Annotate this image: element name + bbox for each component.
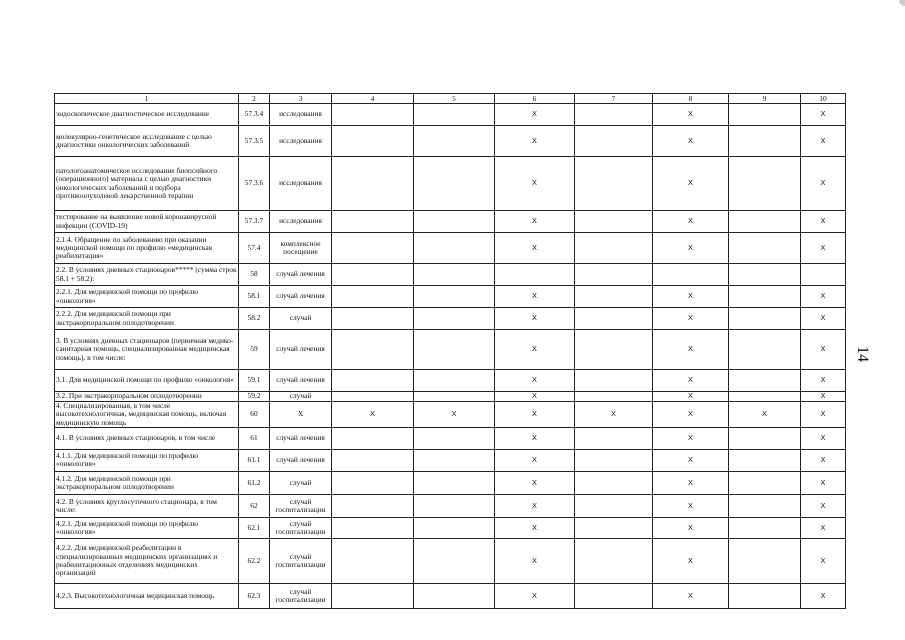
col7-cell (575, 427, 653, 449)
header-cell: 1 (55, 94, 239, 104)
row-description: 2.2. В условиях дневных стационаров***** (сумма строк 58.1 + 58.2): (55, 264, 239, 286)
row-description: 2.1.4. Обращение по заболеванию при оказании медицинской помощи по профилю «медицинская реабилитация» (55, 233, 239, 264)
table-row (55, 211, 846, 233)
row-code: 57.4 (239, 233, 270, 264)
col5-cell (414, 538, 495, 583)
col8-cell: X (653, 494, 729, 517)
col7-cell (575, 583, 653, 608)
col4-cell (332, 211, 414, 233)
header-row (55, 94, 846, 104)
row-unit: исследования (270, 126, 332, 157)
col6-cell: X (495, 211, 575, 233)
col5-cell (414, 211, 495, 233)
row-code: 59 (239, 330, 270, 370)
col7-cell (575, 538, 653, 583)
row-unit: случай лечения (270, 449, 332, 471)
col6-cell: X (495, 233, 575, 264)
row-code: 62.3 (239, 583, 270, 608)
col9-cell (729, 370, 801, 392)
row-description: 3.1. Для медицинской помощи по профилю «онкология» (55, 370, 239, 392)
header-cell: 4 (332, 94, 414, 104)
row-unit: случай (270, 308, 332, 330)
col8-cell: X (653, 427, 729, 449)
col5-cell (414, 370, 495, 392)
col6-cell: X (495, 308, 575, 330)
col6-cell: X (495, 517, 575, 538)
row-code: 61.2 (239, 471, 270, 494)
col8-cell: X (653, 126, 729, 157)
col7-cell (575, 471, 653, 494)
col10-cell: X (801, 392, 846, 402)
col5-cell (414, 308, 495, 330)
table-row (55, 427, 846, 449)
row-description: 3.2. При экстракорпоральном оплодотворении (55, 392, 239, 402)
row-unit: исследования (270, 104, 332, 126)
col4-cell (332, 308, 414, 330)
col5-cell (414, 494, 495, 517)
col5-cell (414, 264, 495, 286)
col7-cell (575, 157, 653, 211)
col9-cell (729, 308, 801, 330)
header-cell: 9 (729, 94, 801, 104)
col7-cell (575, 104, 653, 126)
row-unit: исследования (270, 157, 332, 211)
col9-cell (729, 157, 801, 211)
row-unit: случай лечения (270, 427, 332, 449)
col9-cell (729, 471, 801, 494)
col10-cell: X (801, 370, 846, 392)
col10-cell: X (801, 330, 846, 370)
col8-cell: X (653, 449, 729, 471)
col7-cell (575, 330, 653, 370)
table-row (55, 471, 846, 494)
row-description: 4.2. В условиях круглосуточного стационара, в том числе: (55, 494, 239, 517)
col4-cell (332, 264, 414, 286)
table-row (55, 233, 846, 264)
header-cell: 5 (414, 94, 495, 104)
col8-cell: X (653, 392, 729, 402)
col10-cell: X (801, 104, 846, 126)
col9-cell (729, 126, 801, 157)
col6-cell: X (495, 126, 575, 157)
row-unit: исследования (270, 211, 332, 233)
col6-cell: X (495, 370, 575, 392)
col6-cell: X (495, 449, 575, 471)
col4-cell (332, 538, 414, 583)
col5-cell (414, 104, 495, 126)
col10-cell: X (801, 449, 846, 471)
col5-cell (414, 157, 495, 211)
col8-cell: X (653, 211, 729, 233)
table-row (55, 370, 846, 392)
table-row (55, 264, 846, 286)
col4-cell (332, 583, 414, 608)
row-description: 4.2.2. Для медицинской реабилитации в специализированных медицинских организациях и реабилитационных отделениях медицинских организаций (55, 538, 239, 583)
col10-cell: X (801, 471, 846, 494)
row-description: 2.2.1. Для медицинской помощи по профилю «онкология» (55, 286, 239, 308)
col7-cell (575, 392, 653, 402)
row-unit: случай госпитализации (270, 494, 332, 517)
table-body (55, 94, 846, 609)
col4-cell (332, 494, 414, 517)
col8-cell (653, 264, 729, 286)
col8-cell: X (653, 286, 729, 308)
row-description: тестирование на выявление новой коронавирусной инфекции (COVID-19) (55, 211, 239, 233)
row-code: 59.1 (239, 370, 270, 392)
col9-cell (729, 538, 801, 583)
row-unit: случай лечения (270, 370, 332, 392)
row-code: 57.3.4 (239, 104, 270, 126)
col6-cell: X (495, 104, 575, 126)
col4-cell (332, 517, 414, 538)
col10-cell: X (801, 538, 846, 583)
col10-cell: X (801, 583, 846, 608)
col9-cell (729, 286, 801, 308)
row-code: 61 (239, 427, 270, 449)
row-description: 4.2.1. Для медицинской помощи по профилю «онкология» (55, 517, 239, 538)
row-description: патологоанатомическое исследование биопсийного (операционного) материала с целью диагностики онкологических заболеваний и подбора противоопухолевой лекарственной терапии (55, 157, 239, 211)
row-description: эндоскопическое диагностическое исследование (55, 104, 239, 126)
col8-cell: X (653, 157, 729, 211)
header-cell: 2 (239, 94, 270, 104)
table-row (55, 449, 846, 471)
row-unit: X (270, 402, 332, 428)
row-code: 59.2 (239, 392, 270, 402)
col7-cell (575, 517, 653, 538)
col4-cell (332, 370, 414, 392)
row-description: 4.1. В условиях дневных стационаров, в том числе (55, 427, 239, 449)
col5-cell (414, 330, 495, 370)
header-cell: 7 (575, 94, 653, 104)
col4-cell (332, 286, 414, 308)
col4-cell (332, 449, 414, 471)
col5-cell (414, 427, 495, 449)
row-code: 61.1 (239, 449, 270, 471)
col9-cell (729, 517, 801, 538)
row-unit: случай лечения (270, 286, 332, 308)
col4-cell: X (332, 402, 414, 428)
row-unit: случай госпитализации (270, 583, 332, 608)
col9-cell (729, 104, 801, 126)
col10-cell: X (801, 494, 846, 517)
col4-cell (332, 104, 414, 126)
col5-cell (414, 392, 495, 402)
col5-cell (414, 517, 495, 538)
row-code: 57.3.5 (239, 126, 270, 157)
table-row (55, 104, 846, 126)
col6-cell: X (495, 402, 575, 428)
col5-cell (414, 471, 495, 494)
header-cell: 3 (270, 94, 332, 104)
col7-cell (575, 449, 653, 471)
col4-cell (332, 392, 414, 402)
col8-cell: X (653, 370, 729, 392)
col8-cell: X (653, 330, 729, 370)
col9-cell (729, 233, 801, 264)
col5-cell (414, 449, 495, 471)
col6-cell: X (495, 157, 575, 211)
col8-cell: X (653, 308, 729, 330)
row-description: 3. В условиях дневных стационаров (первичная медико-санитарная помощь, специализированная медицинская помощь), в том числе: (55, 330, 239, 370)
col7-cell (575, 370, 653, 392)
table-row (55, 126, 846, 157)
row-code: 58.1 (239, 286, 270, 308)
row-code: 57.3.7 (239, 211, 270, 233)
table-row (55, 583, 846, 608)
col10-cell: X (801, 427, 846, 449)
col10-cell: X (801, 233, 846, 264)
table-row (55, 538, 846, 583)
row-unit: случай госпитализации (270, 538, 332, 583)
col9-cell (729, 264, 801, 286)
col10-cell: X (801, 211, 846, 233)
col4-cell (332, 330, 414, 370)
table-row (55, 402, 846, 428)
col7-cell (575, 126, 653, 157)
col5-cell (414, 286, 495, 308)
col9-cell (729, 392, 801, 402)
col4-cell (332, 427, 414, 449)
col8-cell: X (653, 104, 729, 126)
col6-cell: X (495, 286, 575, 308)
col6-cell: X (495, 471, 575, 494)
table-row (55, 494, 846, 517)
col9-cell (729, 427, 801, 449)
row-code: 58.2 (239, 308, 270, 330)
col7-cell (575, 286, 653, 308)
row-description: 2.2.2. Для медицинской помощи при экстракорпоральном оплодотворении (55, 308, 239, 330)
col4-cell (332, 471, 414, 494)
col10-cell: X (801, 126, 846, 157)
col8-cell: X (653, 402, 729, 428)
col4-cell (332, 126, 414, 157)
col9-cell (729, 330, 801, 370)
col7-cell (575, 494, 653, 517)
col6-cell (495, 264, 575, 286)
row-description: 4.1.2. Для медицинской помощи при экстракорпоральном оплодотворении (55, 471, 239, 494)
table-row (55, 517, 846, 538)
table-row (55, 286, 846, 308)
col5-cell: X (414, 402, 495, 428)
col8-cell: X (653, 517, 729, 538)
col6-cell: X (495, 392, 575, 402)
row-code: 62.2 (239, 538, 270, 583)
col7-cell (575, 308, 653, 330)
col10-cell: X (801, 157, 846, 211)
col10-cell: X (801, 308, 846, 330)
col10-cell: X (801, 517, 846, 538)
header-cell: 10 (801, 94, 846, 104)
col9-cell: X (729, 402, 801, 428)
row-description: 4. Специализированная, в том числе высокотехнологичная, медицинская помощь, включая медицинскую помощь (55, 402, 239, 428)
header-cell: 8 (653, 94, 729, 104)
col7-cell (575, 211, 653, 233)
row-description: молекулярно-генетическое исследование с целью диагностики онкологических заболеваний (55, 126, 239, 157)
col10-cell (801, 264, 846, 286)
table-row (55, 157, 846, 211)
col9-cell (729, 583, 801, 608)
row-description: 4.2.3. Высокотехнологичная медицинская помощь (55, 583, 239, 608)
table-row (55, 392, 846, 402)
row-description: 4.1.1. Для медицинской помощи по профилю «онкология» (55, 449, 239, 471)
col6-cell: X (495, 427, 575, 449)
row-code: 57.3.6 (239, 157, 270, 211)
col5-cell (414, 233, 495, 264)
row-unit: случай (270, 471, 332, 494)
col7-cell (575, 233, 653, 264)
col6-cell: X (495, 494, 575, 517)
col4-cell (332, 157, 414, 211)
col5-cell (414, 583, 495, 608)
col6-cell: X (495, 330, 575, 370)
col6-cell: X (495, 538, 575, 583)
col10-cell: X (801, 286, 846, 308)
col5-cell (414, 126, 495, 157)
table-row (55, 308, 846, 330)
row-code: 62.1 (239, 517, 270, 538)
col7-cell (575, 264, 653, 286)
col8-cell: X (653, 233, 729, 264)
col9-cell (729, 449, 801, 471)
col6-cell: X (495, 583, 575, 608)
row-unit: случай (270, 392, 332, 402)
col9-cell (729, 211, 801, 233)
header-cell: 6 (495, 94, 575, 104)
row-code: 58 (239, 264, 270, 286)
row-unit: случай лечения (270, 264, 332, 286)
row-unit: случай госпитализации (270, 517, 332, 538)
table-row (55, 330, 846, 370)
col7-cell: X (575, 402, 653, 428)
row-unit: комплексное посещение (270, 233, 332, 264)
col8-cell: X (653, 538, 729, 583)
data-table (54, 93, 846, 609)
row-code: 60 (239, 402, 270, 428)
row-unit: случай лечения (270, 330, 332, 370)
row-code: 62 (239, 494, 270, 517)
col10-cell: X (801, 402, 846, 428)
col4-cell (332, 233, 414, 264)
col9-cell (729, 494, 801, 517)
col8-cell: X (653, 471, 729, 494)
col8-cell: X (653, 583, 729, 608)
page-number: 14 (854, 346, 871, 362)
page-corner-mark (899, 0, 905, 6)
